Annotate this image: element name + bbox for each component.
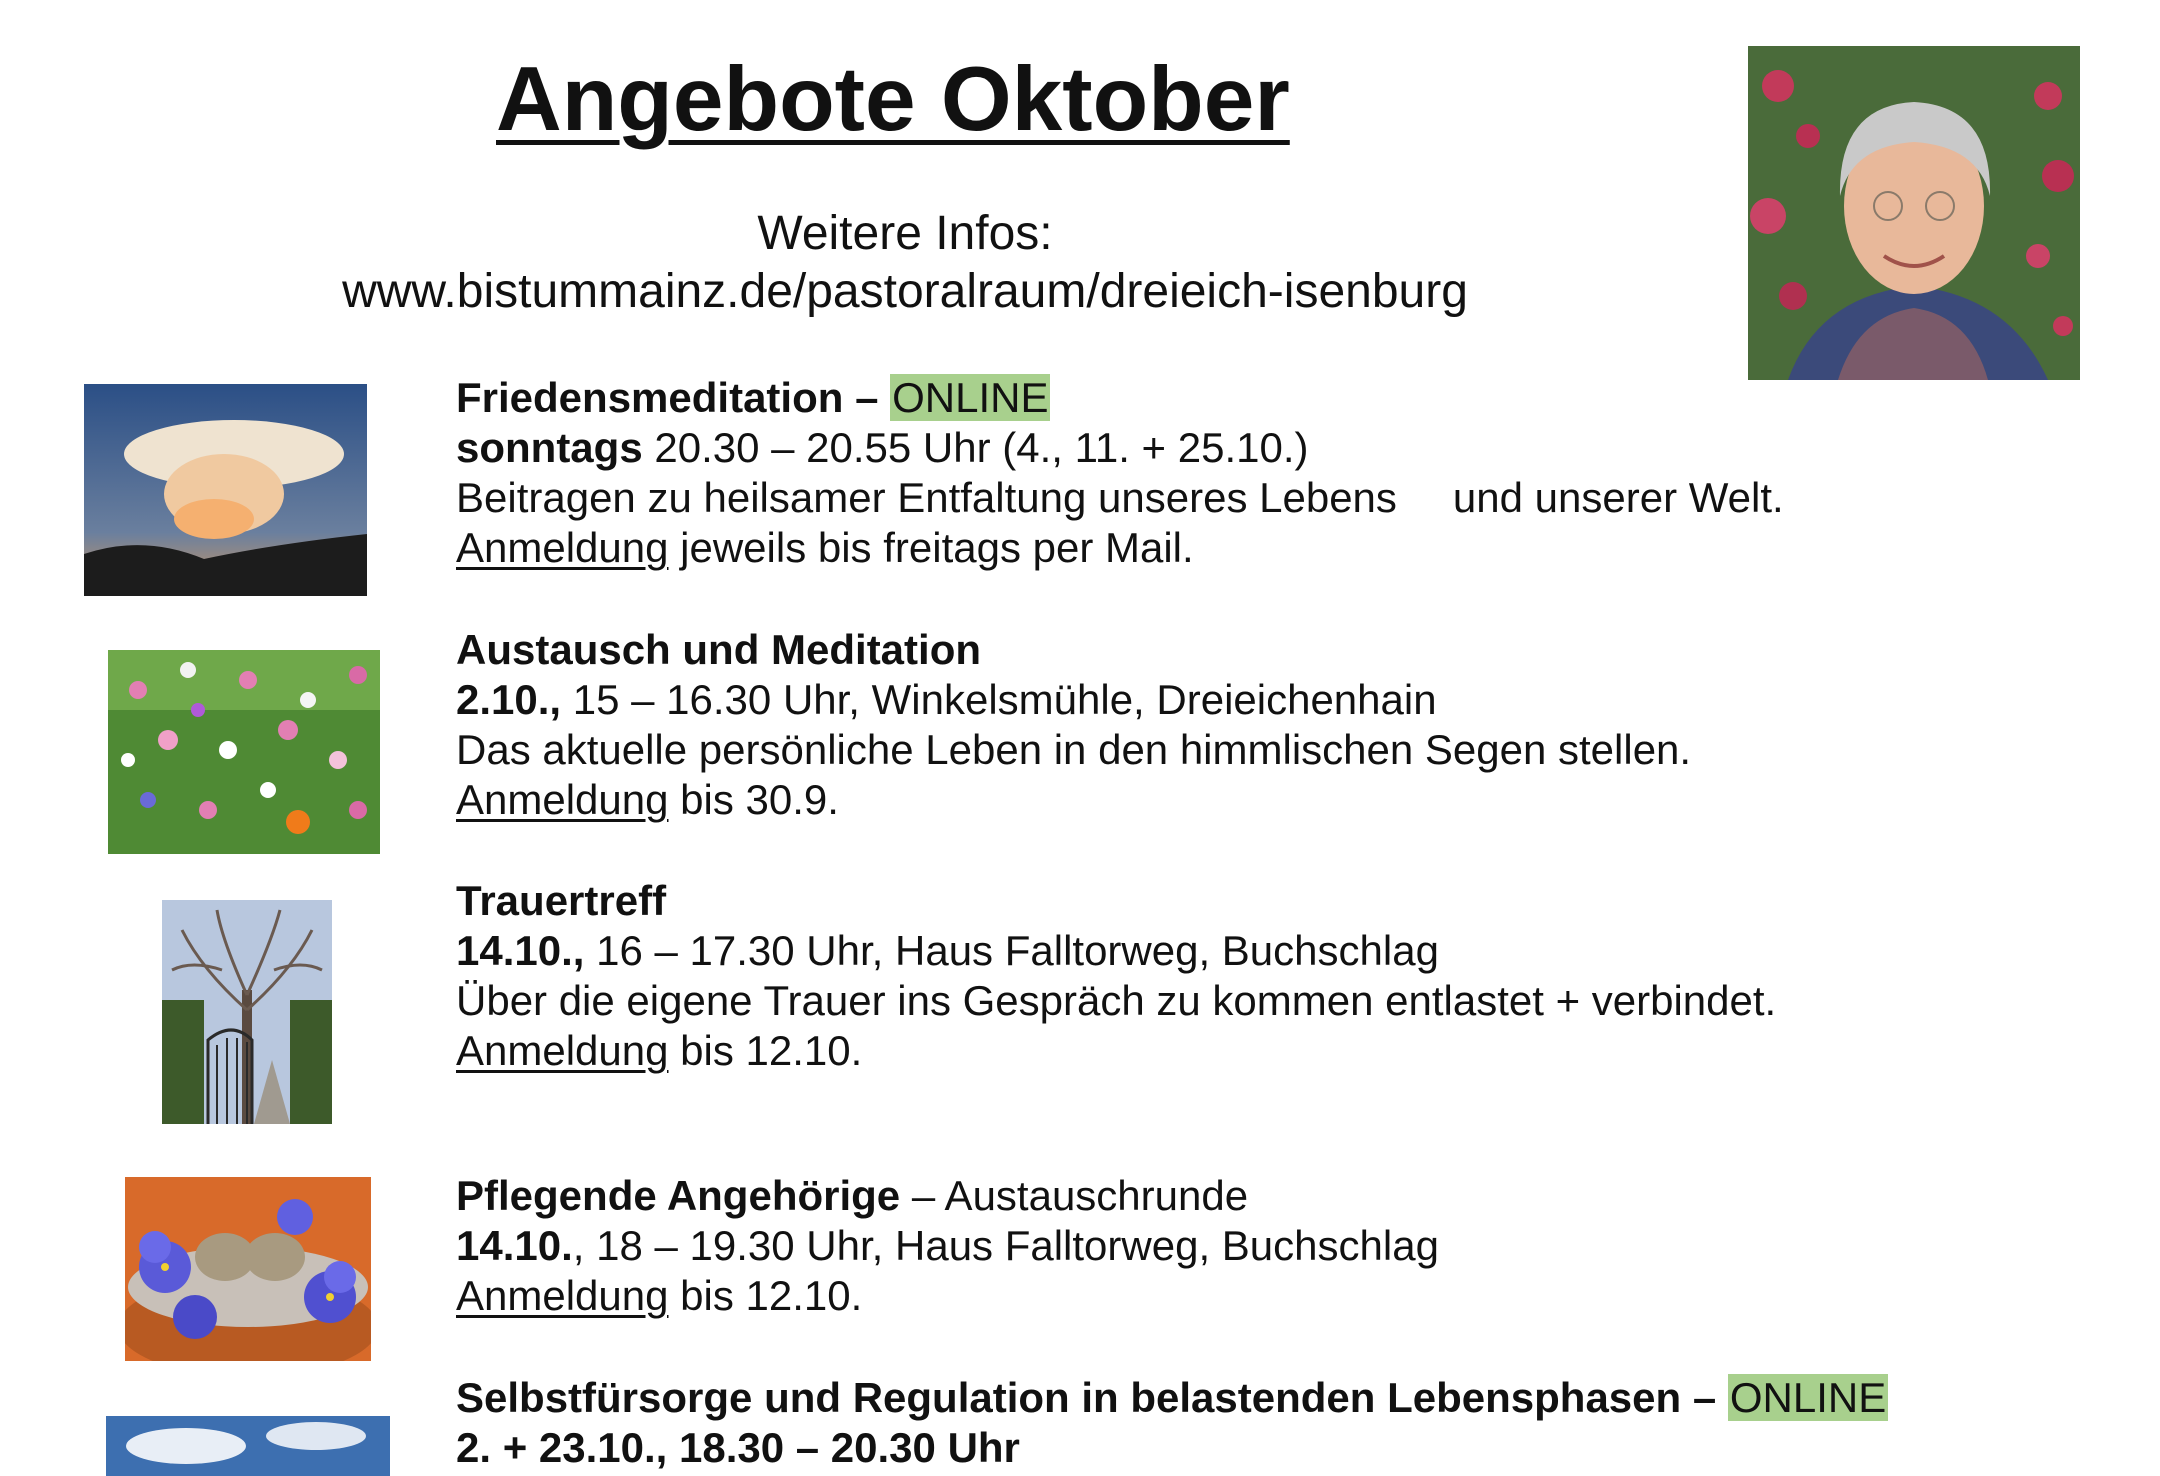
event-title: Austausch und Meditation <box>456 626 981 673</box>
event-title-separator: – <box>843 374 891 421</box>
registration-note: bis 12.10. <box>668 1272 863 1319</box>
event-trauertreff <box>456 876 1776 1076</box>
tree-gate-photo <box>162 900 332 1124</box>
pansies-birds-photo <box>125 1177 371 1361</box>
event-friedensmeditation <box>456 373 1784 573</box>
event-time: 20.30 – 20.55 Uhr (4., 11. + 25.10.) <box>642 424 1309 471</box>
event-description: Das aktuelle persönliche Leben in den himmlischen Segen stellen. <box>456 726 1692 773</box>
event-title-separator: – <box>1681 1374 1728 1421</box>
registration-link[interactable]: Anmeldung <box>456 524 669 571</box>
event-description: Beitragen zu heilsamer Entfaltung unseres Lebens <box>456 474 1397 521</box>
portrait-photo <box>1748 46 2080 380</box>
info-heading: Weitere Infos: <box>757 207 1053 260</box>
cloud-sunset-photo <box>84 384 367 596</box>
event-time: 15 – 16.30 Uhr, Winkelsmühle, Dreieichenhain <box>561 676 1437 723</box>
event-title: Trauertreff <box>456 877 667 924</box>
info-url: www.bistummainz.de/pastoralraum/dreieich-isenburg <box>342 265 1468 318</box>
event-selbstfuersorge <box>456 1373 1888 1473</box>
flower-meadow-photo <box>108 650 380 854</box>
registration-link[interactable]: Anmeldung <box>456 776 669 823</box>
event-title: Selbstfürsorge und Regulation in belastenden Lebensphasen <box>456 1374 1682 1421</box>
event-time: 16 – 17.30 Uhr, Haus Falltorweg, Buchschlag <box>584 927 1439 974</box>
event-date: 2.10., <box>456 676 562 723</box>
event-date: 2. + 23.10., 18.30 – 20.30 Uhr <box>456 1424 1020 1471</box>
registration-note: jeweils bis freitags per Mail. <box>668 524 1194 571</box>
event-subtitle: – Austauschrunde <box>900 1172 1249 1219</box>
page-title: Angebote Oktober <box>496 49 1290 150</box>
event-date: 14.10., <box>456 927 585 974</box>
sky-photo <box>106 1416 390 1476</box>
event-date: 14.10. <box>456 1222 573 1269</box>
registration-link[interactable]: Anmeldung <box>456 1027 669 1074</box>
online-badge: ONLINE <box>1729 1374 1887 1421</box>
event-description: Über die eigene Trauer ins Gespräch zu kommen entlastet + verbindet. <box>456 977 1777 1024</box>
registration-note: bis 12.10. <box>668 1027 863 1074</box>
event-description-end: und unserer Welt. <box>1452 474 1784 521</box>
event-austausch-meditation <box>456 625 1691 825</box>
event-pflegende-angehoerige <box>456 1171 1439 1321</box>
event-time: , 18 – 19.30 Uhr, Haus Falltorweg, Buchschlag <box>572 1222 1439 1269</box>
registration-note: bis 30.9. <box>668 776 839 823</box>
event-title: Pflegende Angehörige <box>456 1172 901 1219</box>
registration-link[interactable]: Anmeldung <box>456 1272 669 1319</box>
online-badge: ONLINE <box>892 374 1049 421</box>
event-date: sonntags <box>456 424 643 471</box>
event-title: Friedensmeditation <box>456 374 844 421</box>
